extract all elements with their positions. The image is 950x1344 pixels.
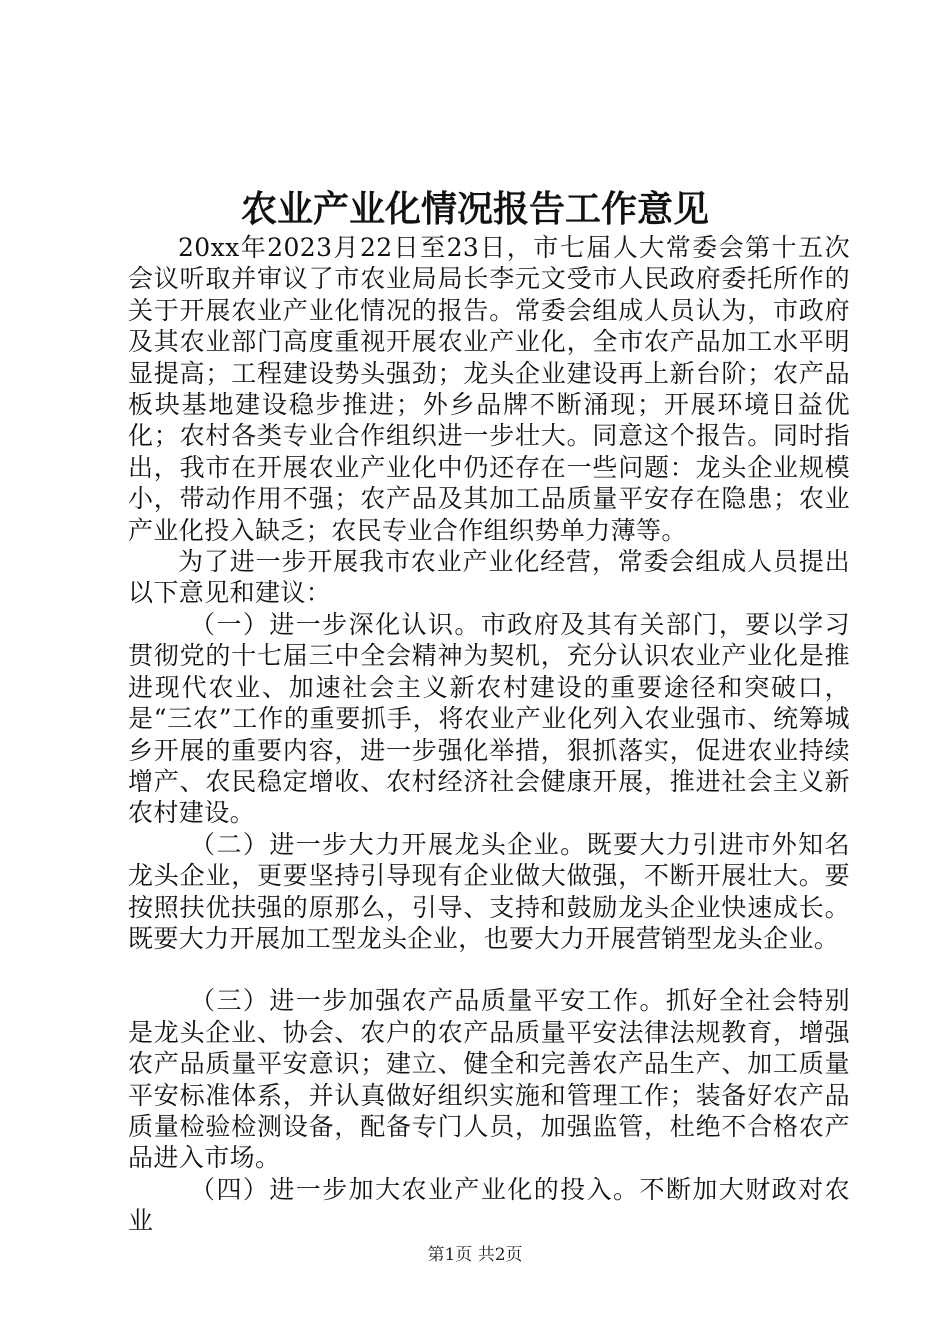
paragraph-suggestions-lead: 为了进一步开展我市农业产业化经营，常委会组成人员提出以下意见和建议： — [128, 547, 850, 608]
page-number: 第1页 共2页 — [427, 1245, 523, 1265]
paragraph-item-2: （二）进一步大力开展龙头企业。既要大力引进市外知名龙头企业，更要坚持引导现有企业做大做强，不断开展壮大。要按照扶优扶强的原那么，引导、支持和鼓励龙头企业快速成长。既要大力开展加工型龙头企业，也要大力开展营销型龙头企业。 — [128, 829, 850, 953]
document-body — [128, 232, 850, 1237]
paragraph-item-4: （四）进一步加大农业产业化的投入。不断加大财政对农业 — [128, 1174, 850, 1236]
paragraph-intro: 20xx年2023月22日至23日，市七届人大常委会第十五次会议听取并审议了市农业局局长李元文受市人民政府委托所作的关于开展农业产业化情况的报告。常委会组成人员认为，市政府及其农业部门高度重视开展农业产业化，全市农产品加工水平明显提高；工程建设势头强劲；龙头企业建设再上新台阶；农产品板块基地建设稳步推进；外乡品牌不断涌现；开展环境日益优化；农村各类专业合作组织进一步壮大。同意这个报告。同时指出，我市在开展农业产业化中仍还存在一些问题：龙头企业规模小，带动作用不强；农产品及其加工品质量平安存在隐患；农业产业化投入缺乏；农民专业合作组织势单力薄等。 — [128, 233, 850, 545]
document-title: 农业产业化情况报告工作意见 — [240, 188, 709, 230]
paragraph-item-1: （一）进一步深化认识。市政府及其有关部门，要以学习贯彻党的十七届三中全会精神为契机，充分认识农业产业化是推进现代农业、加速社会主义新农村建设的重要途径和突破口，是“三农”工作的重要抓手，将农业产业化列入农业强市、统筹城乡开展的重要内容，进一步强化举措，狠抓落实，促进农业持续增产、农民稳定增收、农村经济社会健康开展，推进社会主义新农村建设。 — [128, 609, 850, 828]
paragraph-item-3: （三）进一步加强农产品质量平安工作。抓好全社会特别是龙头企业、协会、农户的农产品质量平安法律法规教育，增强农产品质量平安意识；建立、健全和完善农产品生产、加工质量平安标准体系，并认真做好组织实施和管理工作；装备好农产品质量检验检测设备，配备专门人员，加强监管，杜绝不合格农产品进入市场。 — [128, 986, 850, 1173]
